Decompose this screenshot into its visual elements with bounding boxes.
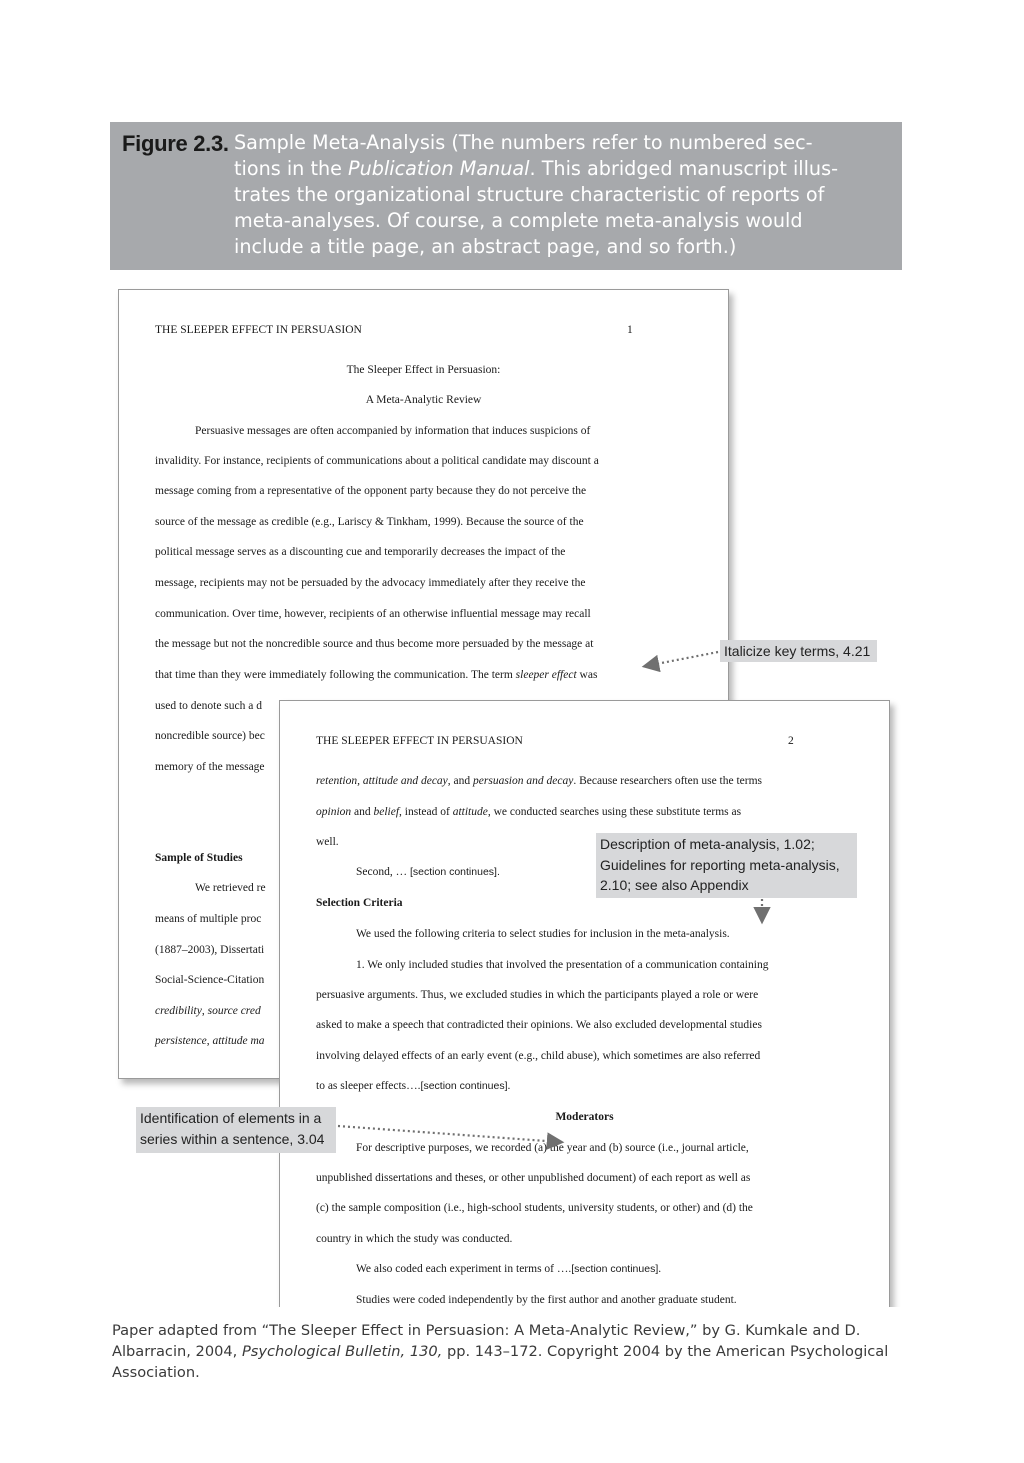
- figure-label: Figure 2.3.: [122, 131, 229, 156]
- body-line: that time than they were immediately following the communication. The term sleeper effect was: [155, 669, 598, 681]
- body-line: 1. We only included studies that involved the presentation of a communication containing: [356, 959, 769, 971]
- body-line: retention, attitude and decay, and persuasion and decay. Because researchers often use the terms: [316, 775, 763, 787]
- body-line: source of the message as credible (e.g., Lariscy & Tinkham, 1999). Because the source of the: [155, 516, 584, 528]
- body-line: to as sleeper effects….[section continues].: [316, 1080, 511, 1092]
- body-line: unpublished dissertations and theses, or other unpublished document) of each report as well as: [316, 1172, 751, 1184]
- body-line: persistence, attitude ma: [155, 1035, 265, 1047]
- caption-line: tions in the Publication Manual. This abridged manuscript illus-: [234, 157, 839, 180]
- body-line: well.: [316, 836, 339, 848]
- journal-title: Psychological Bulletin, 130,: [241, 1343, 443, 1360]
- body-line: memory of the message: [155, 761, 265, 773]
- body-line: asked to make a speech that contradicted their opinions. We also excluded developmental studies: [316, 1019, 762, 1031]
- key-term-sleeper-effect: sleeper effect: [515, 669, 577, 681]
- publication-manual-title: Publication Manual: [348, 157, 530, 180]
- body-line: message coming from a representative of the opponent party because they do not perceive the: [155, 485, 587, 497]
- body-line: For descriptive purposes, we recorded (a) the year and (b) source (i.e., journal article,: [356, 1142, 749, 1154]
- arrow-to-series-elements: [338, 1126, 560, 1142]
- paper-title-line-1: The Sleeper Effect in Persuasion:: [346, 364, 501, 376]
- arrow-to-sleeper-effect: [646, 652, 718, 666]
- section-continues-note: [section continues].: [409, 866, 500, 878]
- body-line: means of multiple proc: [155, 913, 262, 925]
- source-note-line: Albarracin, 2004, Psychological Bulletin, 130, pp. 143–172. Copyright 2004 by the American Psychological: [112, 1343, 889, 1360]
- body-line: the message but not the noncredible source and thus become more persuaded by the message at: [155, 638, 594, 650]
- section-heading: Sample of Studies: [155, 852, 243, 864]
- paper-title-line-2: A Meta-Analytic Review: [365, 394, 482, 406]
- body-line: involving delayed effects of an early event (e.g., child abuse), which sometimes are also referred: [316, 1050, 761, 1062]
- section-continues-note: [section continues]: [420, 1080, 508, 1092]
- body-line: communication. Over time, however, recipients of an otherwise influential message may recall: [155, 608, 591, 620]
- body-line: message, recipients may not be persuaded by the advocacy immediately after they receive the: [155, 577, 586, 589]
- caption-line: meta-analyses. Of course, a complete meta-analysis would: [234, 209, 803, 232]
- body-line: opinion and belief, instead of attitude, we conducted searches using these substitute terms as: [316, 806, 742, 818]
- section-heading: Moderators: [555, 1111, 614, 1123]
- body-line: Social-Science-Citation: [155, 974, 265, 986]
- body-line: Second, … [section continues].: [356, 866, 500, 878]
- body-line: Studies were coded independently by the first author and another graduate student.: [356, 1294, 737, 1306]
- section-heading: Selection Criteria: [316, 897, 403, 909]
- callout-italicize-key-terms: Italicize key terms, 4.21: [720, 640, 877, 662]
- source-note: Paper adapted from “The Sleeper Effect in Persuasion: A Meta-Analytic Review,” by G. Kumkale and D. Albarracin, 2004, Psychological Bulletin, 130, pp. 143–172. Copyright 2004 by the American Psychological Association.: [112, 1320, 912, 1383]
- body-line: (c) the sample composition (i.e., high-school students, university students, or other) and (d) the: [316, 1202, 753, 1214]
- caption-line: Sample Meta-Analysis (The numbers refer to numbered sec-: [234, 131, 813, 154]
- body-line: used to denote such a d: [155, 700, 262, 712]
- caption-line: trates the organizational structure characteristic of reports of: [234, 183, 825, 206]
- callout-series-elements: Identification of elements in a series within a sentence, 3.04: [136, 1107, 336, 1153]
- body-line: (1887–2003), Dissertati: [155, 944, 265, 956]
- body-line: We used the following criteria to select studies for inclusion in the meta-analysis.: [356, 928, 730, 940]
- body-line: invalidity. For instance, recipients of communications about a political candidate may discount a: [155, 455, 599, 467]
- callout-meta-analysis-description: Description of meta-analysis, 1.02; Guidelines for reporting meta-analysis, 2.10; see also Appendix: [596, 833, 857, 898]
- caption-line: include a title page, an abstract page, and so forth.): [234, 235, 737, 258]
- page-number: 2: [788, 735, 794, 747]
- page-number: 1: [627, 324, 633, 336]
- body-line: Persuasive messages are often accompanied by information that induces suspicions of: [195, 425, 591, 437]
- body-line: political message serves as a discounting cue and temporarily decreases the impact of the: [155, 546, 566, 558]
- body-line: We also coded each experiment in terms of ….[section continues].: [356, 1263, 662, 1275]
- running-head: THE SLEEPER EFFECT IN PERSUASION: [316, 735, 523, 747]
- body-line: credibility, source cred: [155, 1005, 261, 1017]
- body-line: country in which the study was conducted.: [316, 1233, 513, 1245]
- body-line: noncredible source) bec: [155, 730, 265, 742]
- section-continues-note: [section continues]: [571, 1263, 659, 1275]
- running-head: THE SLEEPER EFFECT IN PERSUASION: [155, 324, 362, 336]
- body-line: persuasive arguments. Thus, we excluded studies in which the participants played a role or were: [316, 989, 759, 1001]
- body-line: We retrieved re: [195, 882, 266, 894]
